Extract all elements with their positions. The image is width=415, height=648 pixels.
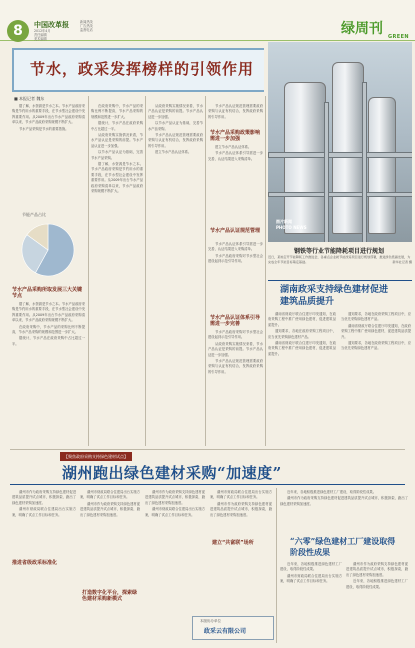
article1-column-4c: 节水产品认证体系引导需进一步完善，认证结果进入采购清单。 节水产品政府采购对节水型社会建设起到示范引导作用。 — [208, 242, 263, 264]
section-divider — [10, 449, 405, 450]
article3-rule — [10, 484, 405, 485]
column-divider — [88, 96, 89, 446]
paper-name: 中国改革报 — [34, 20, 69, 29]
header-meta-right: 新闻热线 广告热线 监督电话 — [80, 20, 93, 32]
article4-column-1: 近年来，各地积极推进绿色建材工厂建设，取得阶段性成果。 湖州市财政局联合住建局出台实施方案，明确了试点工作目标和任务。 — [280, 562, 342, 584]
header-meta-left: 2012年4月 责任编辑 美术编辑 — [34, 29, 51, 41]
article2-title: 湖南政采支持绿色建材促进 建筑品质提升 — [280, 285, 389, 307]
article2-column-1: 湖南省财政厅联合住建厅印发通知，在政府采购工程中推广使用绿色建材，促进建筑品质提升。 通知要求，各地在政府采购工程项目中，应当优先采购绿色建材产品。 湖南省财政厅联合住建厅印发通知，在政府采购工程中推广使用绿色建材，促进建筑品质提升。 — [268, 312, 336, 356]
photo-pipe — [268, 192, 412, 197]
article1-column-4a: 节水产品认证规范管理需要政府采购与认证有机结合，发挥政府采购的引导作用。 — [208, 104, 263, 119]
article1-subhead-1: 节水产品采购所取发展三大关键节点 — [12, 287, 83, 299]
column-divider — [276, 488, 277, 643]
news-photo — [268, 42, 412, 242]
article1-column-1b: 据了解，水资源是节水之本。节水产品政府采购是节约用水的重要手段，在节水型社会建设中发挥重要作用。从2009年出台节水产品政府采购清单以来，节水产品政府采购规模不断扩大。 在政府采购中，节水产品的采购比例不断提高，节水产品采购的规模和范围进一步扩大。 据统计，节水产品在政府采购中占比超过一半。 — [12, 302, 85, 346]
article3-column-3: 湖州市作为政府采购支持绿色建材促进建筑品质提升试点城市，积极探索，跑出了绿色建材采购加速度。 湖州市财政局联合住建局出台实施方案，明确了试点工作目标和任务。 — [145, 490, 205, 517]
article3-column-4: 湖州市财政局联合住建局出台实施方案，明确了试点工作目标和任务。 湖州市作为政府采购支持绿色建材促进建筑品质提升试点城市，积极探索，跑出了绿色建材采购加速度。 — [210, 490, 272, 517]
article1-title: 节水，政采发挥榜样的引领作用 — [30, 60, 255, 78]
article3-column-2: 湖州市财政局联合住建局出台实施方案，明确了试点工作目标和任务。 湖州市作为政府采购支持绿色建材促进建筑品质提升试点城市，积极探索，跑出了绿色建材采购加速度。 — [80, 490, 140, 517]
article1-subhead-3: 节水产品认证规范管理 — [210, 228, 261, 234]
section-title: 绿周刊 — [341, 21, 383, 37]
photo-caption: 近日，某地召开节能降耗工作推进会，各重点企业就节能改造项目进行规划部署，推进绿色低碳发展，为完成全年节能目标奠定基础。 新华社记者 摄 — [268, 255, 412, 264]
photo-tank — [368, 97, 396, 234]
sponsor-label: 本版协办单位 — [200, 619, 221, 623]
article1-column-3: 从政府采购实施情况来看，节水产品认证是采购的前提。节水产品认证进一步加强。 以节水产品认证为基础，完善节水产品采购。 节水产品认证规范管理需要政府采购与认证有机结合，发挥政府采购的引导作用。 建立节水产品认证体系。 — [148, 104, 203, 155]
article1-subhead-2: 节水产品采购政策影响需进一步加强 — [210, 130, 261, 142]
photo-pipe — [324, 102, 329, 242]
column-divider — [205, 96, 206, 446]
article1-subhead-4: 节水产品认证体系引导需进一步完善 — [210, 315, 261, 327]
article3-column-1: 湖州市作为政府采购支持绿色建材促进建筑品质提升试点城市，积极探索，跑出了绿色建材采购加速度。 湖州市财政局联合住建局出台实施方案，明确了试点工作目标和任务。 — [12, 490, 76, 517]
article3-subhead-2: 打造数字化平台，探索绿色建材采购新模式 — [82, 590, 138, 602]
article4-lead: 近年来，各地积极推进绿色建材工厂建设，取得阶段性成果。 湖州市作为政府采购支持绿色建材促进建筑品质提升试点城市，积极探索，跑出了绿色建材采购加速度。 — [280, 490, 408, 506]
page-number: 8 — [7, 20, 29, 42]
photo-pipe — [362, 82, 367, 242]
article1-column-4d: 节水产品政府采购对节水型社会建设起到示范引导作用。 从政府采购实施情况来看，节水产品认证是采购的前提。节水产品认证进一步加强。 节水产品认证规范管理需要政府采购与认证有机结合，发挥政府采购的引导作用。 — [208, 330, 263, 374]
article3-tag: 【聚焦政府采购支持绿色建材试点】 — [60, 452, 132, 461]
photo-tank — [332, 62, 364, 234]
column-divider — [145, 96, 146, 446]
photo-news-label: 图片新闻 PHOTO NEWS — [276, 219, 307, 230]
article1-column-1: 据了解，水资源是节水之本。节水产品政府采购是节约用水的重要手段，在节水型社会建设中发挥重要作用。从2009年出台节水产品政府采购清单以来，节水产品政府采购规模不断扩大。 节水产品采购是节水的重要措施。 — [12, 104, 85, 131]
photo-pipe — [268, 152, 412, 158]
article2-rule — [268, 280, 412, 281]
photo-tank — [284, 82, 326, 234]
page-header — [0, 0, 415, 41]
article4-title: “六零”绿色建材工厂建设取得 阶段性成果 — [290, 536, 396, 557]
pie-chart — [12, 212, 84, 282]
article1-byline: ■ 本报记者 魏东 — [14, 96, 45, 101]
article2-column-2: 通知要求，各地在政府采购工程项目中，应当优先采购绿色建材产品。 湖南省财政厅联合住建厅印发通知，在政府采购工程中推广使用绿色建材，促进建筑品质提升。 通知要求，各地在政府采购工程项目中，应当优先采购绿色建材产品。 — [341, 312, 411, 351]
section-subtitle: GREEN — [388, 34, 409, 40]
article1-column-2: 在政府采购中，节水产品的采购比例不断提高，节水产品采购的规模和范围进一步扩大。 据统计，节水产品在政府采购中占比超过一半。 从政府采购实施情况来看，节水产品认证是采购的前提。节水产品认证进一步加强。 以节水产品认证为基础，完善节水产品采购。 据了解，水资源是节水之本。节水产品政府采购是节约用水的重要手段，在节水型社会建设中发挥重要作用。从2009年出台节水产品政府采购清单以来，节水产品政府采购规模不断扩大。 — [91, 104, 143, 194]
article4-column-2: 湖州市作为政府采购支持绿色建材促进建筑品质提升试点城市，积极探索，跑出了绿色建材采购加速度。 近年来，各地积极推进绿色建材工厂建设，取得阶段性成果。 — [346, 562, 408, 589]
sponsor-name: 政采云有限公司 — [204, 628, 247, 635]
article3-subhead-1: 推进省级政采标准化 — [12, 560, 58, 566]
article3-subhead-3: 建立“共富联”场所 — [212, 540, 254, 546]
photo-title: 钢铁等行业节能降耗项目进行规划 — [294, 248, 385, 255]
article3-title: 湖州跑出绿色建材采购“加速度” — [62, 464, 282, 482]
column-divider — [265, 96, 266, 446]
chart-title: 节能产品占比 — [22, 212, 46, 217]
article1-column-4b: 建立节水产品认证体系。 节水产品认证体系引导需进一步完善，认证结果进入采购清单。 — [208, 145, 263, 161]
